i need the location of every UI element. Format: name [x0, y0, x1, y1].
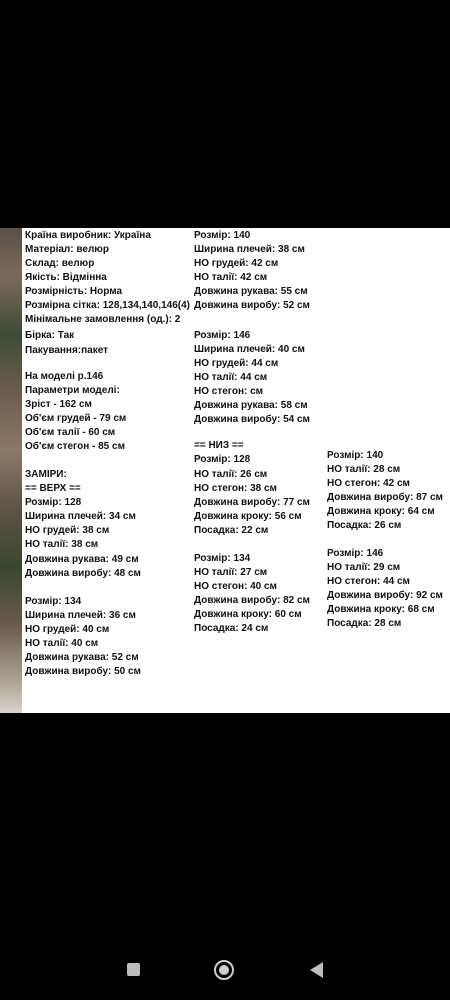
spec-line: Довжина кроку: 60 см — [194, 609, 302, 620]
spec-line: Довжина виробу: 82 см — [194, 595, 310, 606]
spec-line: == ВЕРХ == — [25, 483, 81, 494]
spec-line: == НИЗ == — [194, 440, 244, 451]
spec-line: Розмір: 128 — [194, 454, 251, 465]
spec-line: Розмірна сітка: 128,134,140,146(4) — [25, 300, 190, 311]
spec-line: Розмірність: Норма — [25, 286, 123, 297]
spec-line: Об'єм грудей - 79 см — [25, 413, 127, 424]
spec-line: Розмір: 146 — [194, 330, 251, 341]
spec-line: Довжина кроку: 56 см — [194, 511, 302, 522]
spec-line: Посадка: 26 см — [327, 520, 402, 531]
spec-line: Довжина виробу: 48 см — [25, 568, 141, 579]
spec-line: НО стегон: 42 см — [327, 478, 410, 489]
spec-line: НО стегон: 38 см — [194, 483, 277, 494]
spec-line: ЗАМІРИ: — [25, 469, 67, 480]
home-icon[interactable] — [214, 960, 234, 980]
spec-line: Країна виробник: Україна — [25, 230, 151, 241]
top-black-area — [0, 0, 450, 228]
spec-line: НО талії: 42 см — [194, 272, 268, 283]
spec-line: Ширина плечей: 38 см — [194, 244, 305, 255]
spec-line: Розмір: 146 — [327, 548, 384, 559]
spec-line: НО грудей: 40 см — [25, 624, 110, 635]
spec-line: Розмір: 134 — [25, 596, 82, 607]
spec-line: НО талії: 28 см — [327, 464, 401, 475]
android-navigation-bar — [0, 940, 450, 1000]
spec-line: Довжина рукава: 49 см — [25, 554, 139, 565]
spec-line: Розмір: 134 — [194, 553, 251, 564]
spec-line: Довжина кроку: 68 см — [327, 604, 435, 615]
spec-line: НО стегон: см — [194, 386, 264, 397]
spec-line: Ширина плечей: 40 см — [194, 344, 305, 355]
spec-line: Довжина виробу: 92 см — [327, 590, 443, 601]
spec-line: Посадка: 22 см — [194, 525, 269, 536]
spec-line: Розмір: 140 — [194, 230, 251, 241]
spec-line: НО стегон: 40 см — [194, 581, 277, 592]
spec-line: Якість: Відмінна — [25, 272, 107, 283]
spec-line: НО талії: 29 см — [327, 562, 401, 573]
spec-line: Об'єм стегон - 85 см — [25, 441, 125, 452]
back-icon[interactable] — [308, 960, 328, 980]
spec-line: На моделі р.146 — [25, 371, 104, 382]
spec-line: НО талії: 27 см — [194, 567, 268, 578]
spec-line: Довжина рукава: 55 см — [194, 286, 308, 297]
product-description-image — [0, 228, 450, 713]
spec-line: Довжина виробу: 77 см — [194, 497, 310, 508]
spec-line: Довжина рукава: 52 см — [25, 652, 139, 663]
spec-line: Мінімальне замовлення (од.): 2 — [25, 314, 181, 325]
spec-line: Зріст - 162 см — [25, 399, 92, 410]
spec-line: НО грудей: 44 см — [194, 358, 279, 369]
spec-line: Довжина виробу: 87 см — [327, 492, 443, 503]
spec-line: НО талії: 26 см — [194, 469, 268, 480]
spec-line: Матеріал: велюр — [25, 244, 109, 255]
spec-line: Склад: велюр — [25, 258, 95, 269]
spec-line: Довжина рукава: 58 см — [194, 400, 308, 411]
spec-line: Посадка: 28 см — [327, 618, 402, 629]
spec-line: НО грудей: 42 см — [194, 258, 279, 269]
spec-line: Довжина виробу: 52 см — [194, 300, 310, 311]
spec-line: Розмір: 128 — [25, 497, 82, 508]
spec-line: Бірка: Так — [25, 330, 75, 341]
spec-line: НО стегон: 44 см — [327, 576, 410, 587]
recent-apps-icon[interactable] — [124, 960, 144, 980]
spec-line: НО талії: 44 см — [194, 372, 268, 383]
spec-line: НО талії: 38 см — [25, 539, 99, 550]
spec-line: Параметри моделі: — [25, 385, 120, 396]
spec-line: НО грудей: 38 см — [25, 525, 110, 536]
spec-line: Об'єм талії - 60 см — [25, 427, 116, 438]
spec-line: НО талії: 40 см — [25, 638, 99, 649]
spec-line: Ширина плечей: 34 см — [25, 511, 136, 522]
spec-line: Ширина плечей: 36 см — [25, 610, 136, 621]
spec-line: Посадка: 24 см — [194, 623, 269, 634]
spec-line: Довжина виробу: 50 см — [25, 666, 141, 677]
model-photo-fragment — [0, 228, 22, 713]
spec-line: Довжина кроку: 64 см — [327, 506, 435, 517]
spec-line: Розмір: 140 — [327, 450, 384, 461]
spec-line: Пакування:пакет — [25, 345, 109, 356]
spec-line: Довжина виробу: 54 см — [194, 414, 310, 425]
